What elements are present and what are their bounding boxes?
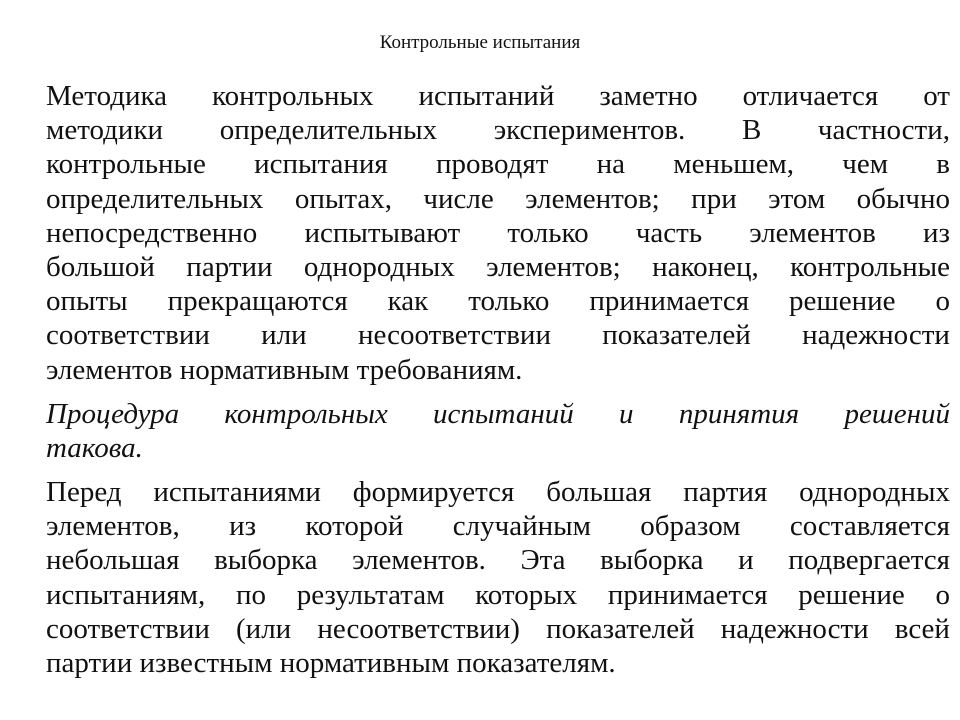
word: нормативным xyxy=(279,646,450,679)
word: контрольных xyxy=(224,398,388,430)
word: испытаний xyxy=(433,398,574,430)
word: и xyxy=(738,544,754,577)
word: Процедура xyxy=(46,398,180,430)
slide-title: Контрольные испытания xyxy=(379,32,581,53)
word: элементов xyxy=(749,216,876,249)
paragraph-procedure-description xyxy=(46,475,950,680)
word: Перед xyxy=(46,476,122,508)
word: принятия xyxy=(678,398,800,430)
word: проводят xyxy=(435,148,549,181)
text-line xyxy=(46,147,950,181)
word: наконец, xyxy=(652,250,759,283)
word: опыты xyxy=(46,285,128,318)
word: формируется xyxy=(352,476,515,508)
word: партии xyxy=(186,250,273,283)
word: часть xyxy=(635,216,703,249)
word: на xyxy=(596,148,626,181)
word: требованиям. xyxy=(356,353,523,386)
word: из xyxy=(229,510,257,543)
word: контрольные xyxy=(790,250,950,283)
word: однородных xyxy=(799,476,950,508)
word: по xyxy=(235,578,266,611)
word: несоответствии xyxy=(357,319,551,352)
word: элементов; xyxy=(525,182,660,215)
word: меньшем, xyxy=(673,148,795,181)
word: Методика xyxy=(46,80,168,112)
word: принимается xyxy=(607,578,768,611)
word: В xyxy=(741,114,762,147)
word: однородных xyxy=(303,250,455,283)
text-line xyxy=(46,646,950,680)
word: показателей xyxy=(602,319,751,352)
word: из xyxy=(923,216,950,249)
word: результатам xyxy=(296,578,445,611)
word: выборка xyxy=(214,544,318,577)
word: подвергается xyxy=(788,544,950,577)
text-line xyxy=(46,509,950,543)
word: в xyxy=(936,148,950,181)
word: только xyxy=(507,216,589,249)
word: элементов; xyxy=(486,250,621,283)
word: надежности xyxy=(802,319,950,352)
word: испытывают xyxy=(304,216,461,249)
word: решений xyxy=(844,398,950,430)
word: о xyxy=(935,578,950,611)
word: числе xyxy=(423,182,494,215)
text-line xyxy=(46,250,950,284)
word: определительных xyxy=(46,182,264,215)
word: чем xyxy=(842,148,889,181)
word: большая xyxy=(546,476,652,508)
text-line xyxy=(46,578,950,612)
word: известным xyxy=(139,646,273,679)
word: и xyxy=(619,398,634,430)
word: небольшая xyxy=(46,544,180,577)
word: элементов, xyxy=(46,510,180,543)
text-line xyxy=(46,216,950,250)
text-line xyxy=(46,543,950,577)
word: показателей xyxy=(546,612,695,645)
word: соответствии xyxy=(46,612,210,645)
word: экспериментов. xyxy=(493,114,686,147)
word: опытах, xyxy=(294,182,392,215)
paragraph-methodology xyxy=(46,79,950,387)
word: определительных xyxy=(219,114,438,147)
word: от xyxy=(923,80,950,112)
word: надежности xyxy=(720,612,869,645)
word: Эта xyxy=(520,544,566,577)
word: случайным xyxy=(452,510,591,543)
word: решение xyxy=(789,285,896,318)
word: элементов xyxy=(46,353,173,386)
word: как xyxy=(387,285,429,318)
word: нормативным xyxy=(179,353,350,386)
word: несоответствии) xyxy=(317,612,520,645)
text-line xyxy=(46,113,950,147)
word: выборка xyxy=(600,544,704,577)
word: контрольные xyxy=(46,148,206,181)
text-line xyxy=(46,284,950,318)
word: такова. xyxy=(46,432,143,464)
text-line xyxy=(46,431,950,465)
word: большой xyxy=(46,250,155,283)
text-line xyxy=(46,353,950,387)
word: показателям. xyxy=(456,646,616,679)
word: составляется xyxy=(789,510,950,543)
text-line xyxy=(46,475,950,509)
word: о xyxy=(935,285,950,318)
word: или xyxy=(261,319,307,352)
word: решение xyxy=(798,578,905,611)
text-line xyxy=(46,182,950,216)
word: элементов. xyxy=(352,544,486,577)
word: всей xyxy=(894,612,950,645)
word: частности, xyxy=(817,114,950,147)
word: испытаниям, xyxy=(46,578,206,611)
word: отличается xyxy=(742,80,879,112)
word: заметно xyxy=(599,80,698,112)
text-line xyxy=(46,612,950,646)
text-line xyxy=(46,318,950,352)
word: только xyxy=(468,285,550,318)
word: которой xyxy=(305,510,404,543)
word: партия xyxy=(683,476,768,508)
word: этом xyxy=(768,182,826,215)
word: непосредственно xyxy=(46,216,258,249)
word: обычно xyxy=(856,182,950,215)
word: испытаний xyxy=(418,80,555,112)
text-line xyxy=(46,79,950,113)
word: соответствии xyxy=(46,319,210,352)
word: прекращаются xyxy=(167,285,348,318)
word: образом xyxy=(640,510,741,543)
word: испытаниями xyxy=(153,476,321,508)
word: методики xyxy=(46,114,164,147)
word: контрольных xyxy=(212,80,374,112)
word: которых xyxy=(475,578,578,611)
paragraph-procedure-heading xyxy=(46,397,950,465)
word: испытания xyxy=(254,148,388,181)
text-line xyxy=(46,397,950,431)
word: партии xyxy=(46,646,133,679)
word: принимается xyxy=(589,285,750,318)
word: (или xyxy=(236,612,292,645)
word: при xyxy=(691,182,737,215)
